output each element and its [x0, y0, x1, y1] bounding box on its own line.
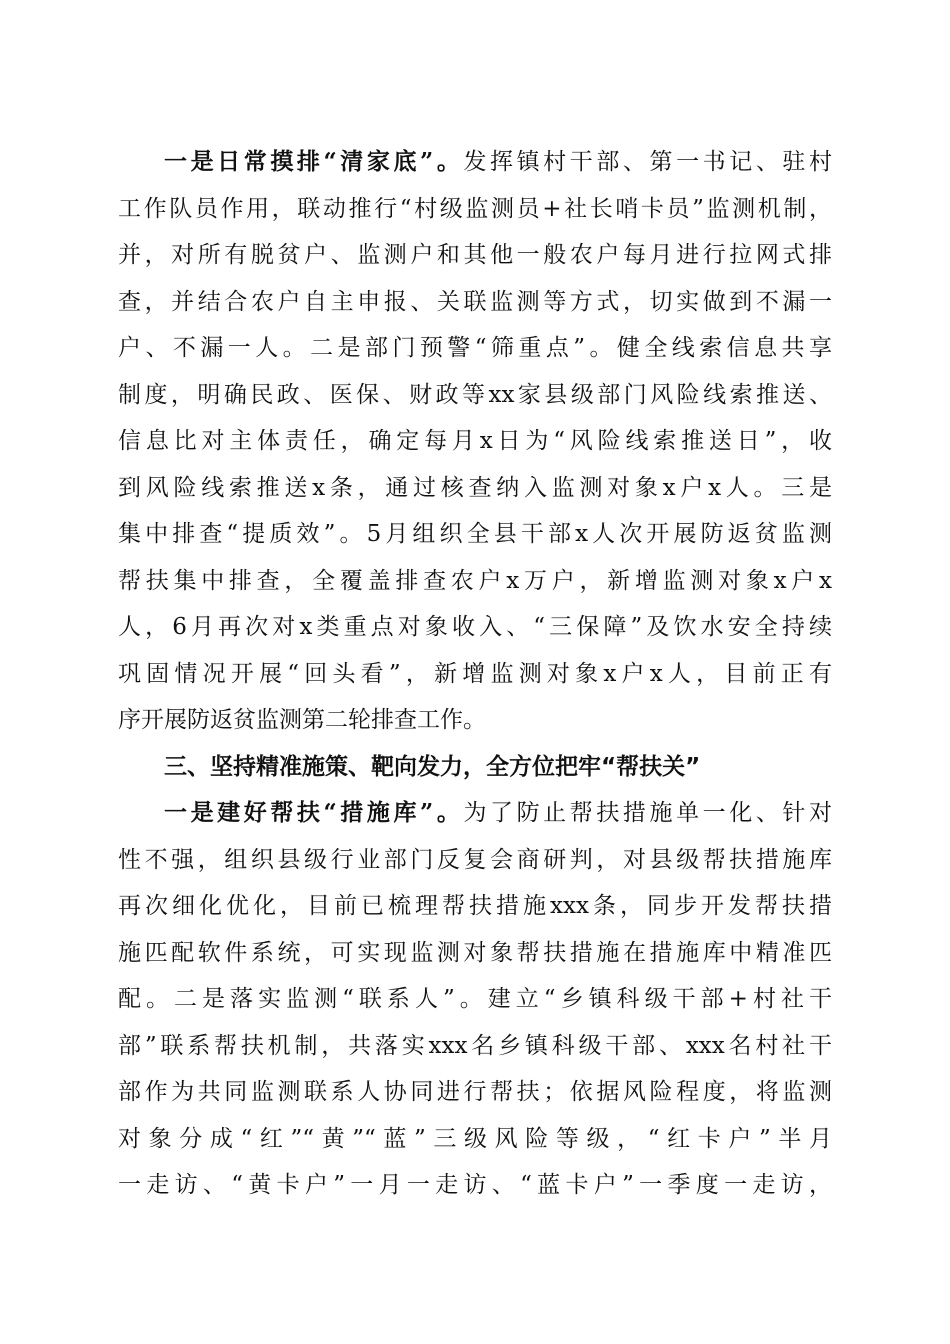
text-line: 部”联系帮扶机制，共落实xxx名乡镇科级干部、xxx名村社干	[118, 1032, 832, 1059]
section-heading: 三、坚持精准施策、靶向发力，全方位把牢“帮扶关”	[164, 753, 701, 780]
text-line: 并，对所有脱贫户、监测户和其他一般农户每月进行拉网式排	[118, 242, 832, 268]
bold-lead: 一是建好帮扶“措施库”。	[164, 799, 464, 826]
text-line: 工作队员作用，联动推行“村级监测员+社长哨卡员”监测机制，	[118, 195, 832, 222]
text-line: 一走访、“黄卡户”一月一走访、“蓝卡户”一季度一走访，	[118, 1172, 832, 1198]
text-line: 集中排查“提质效”。5月组织全县干部x人次开展防返贫监测	[118, 521, 832, 547]
text-line: 序开展防返贫监测第二轮排查工作。	[118, 707, 486, 733]
text-line: 人，6月再次对x类重点对象收入、“三保障”及饮水安全持续	[118, 614, 832, 640]
text-line: 查，并结合农户自主申报、关联监测等方式，切实做到不漏一	[118, 288, 832, 315]
text-line: 性不强，组织县级行业部门反复会商研判，对县级帮扶措施库	[118, 846, 832, 873]
text-line: 户、不漏一人。二是部门预警“筛重点”。健全线索信息共享	[118, 335, 832, 361]
text-line: 配。二是落实监测“联系人”。建立“乡镇科级干部+村社干	[118, 986, 832, 1012]
text-line: 一是日常摸排“清家底”。发挥镇村干部、第一书记、驻村	[164, 148, 832, 175]
bold-lead: 一是日常摸排“清家底”。	[164, 148, 464, 175]
paragraph-monitoring	[118, 139, 832, 744]
text-line: 对象分成“红”“黄”“蓝”三级风险等级，“红卡户”半月	[118, 1125, 832, 1152]
text-line: 部作为共同监测联系人协同进行帮扶；依据风险程度，将监测	[118, 1079, 832, 1105]
text-line: 到风险线索推送x条，通过核查纳入监测对象x户x人。三是	[118, 474, 832, 501]
text-line: 制度，明确民政、医保、财政等xx家县级部门风险线索推送、	[118, 381, 832, 408]
text-line: 一是建好帮扶“措施库”。为了防止帮扶措施单一化、针对	[164, 799, 832, 826]
text-line: 信息比对主体责任，确定每月x日为“风险线索推送日”，收	[118, 428, 832, 454]
text-line: 巩固情况开展“回头看”，新增监测对象x户x人，目前正有	[118, 660, 832, 687]
text-line: 帮扶集中排查，全覆盖排查农户x万户，新增监测对象x户x	[118, 567, 832, 594]
text-line: 施匹配软件系统，可实现监测对象帮扶措施在措施库中精准匹	[118, 939, 832, 966]
document-body	[118, 139, 832, 1209]
paragraph-assistance	[118, 790, 832, 1209]
text-line: 再次细化优化，目前已梳理帮扶措施xxx条，同步开发帮扶措	[118, 893, 832, 919]
